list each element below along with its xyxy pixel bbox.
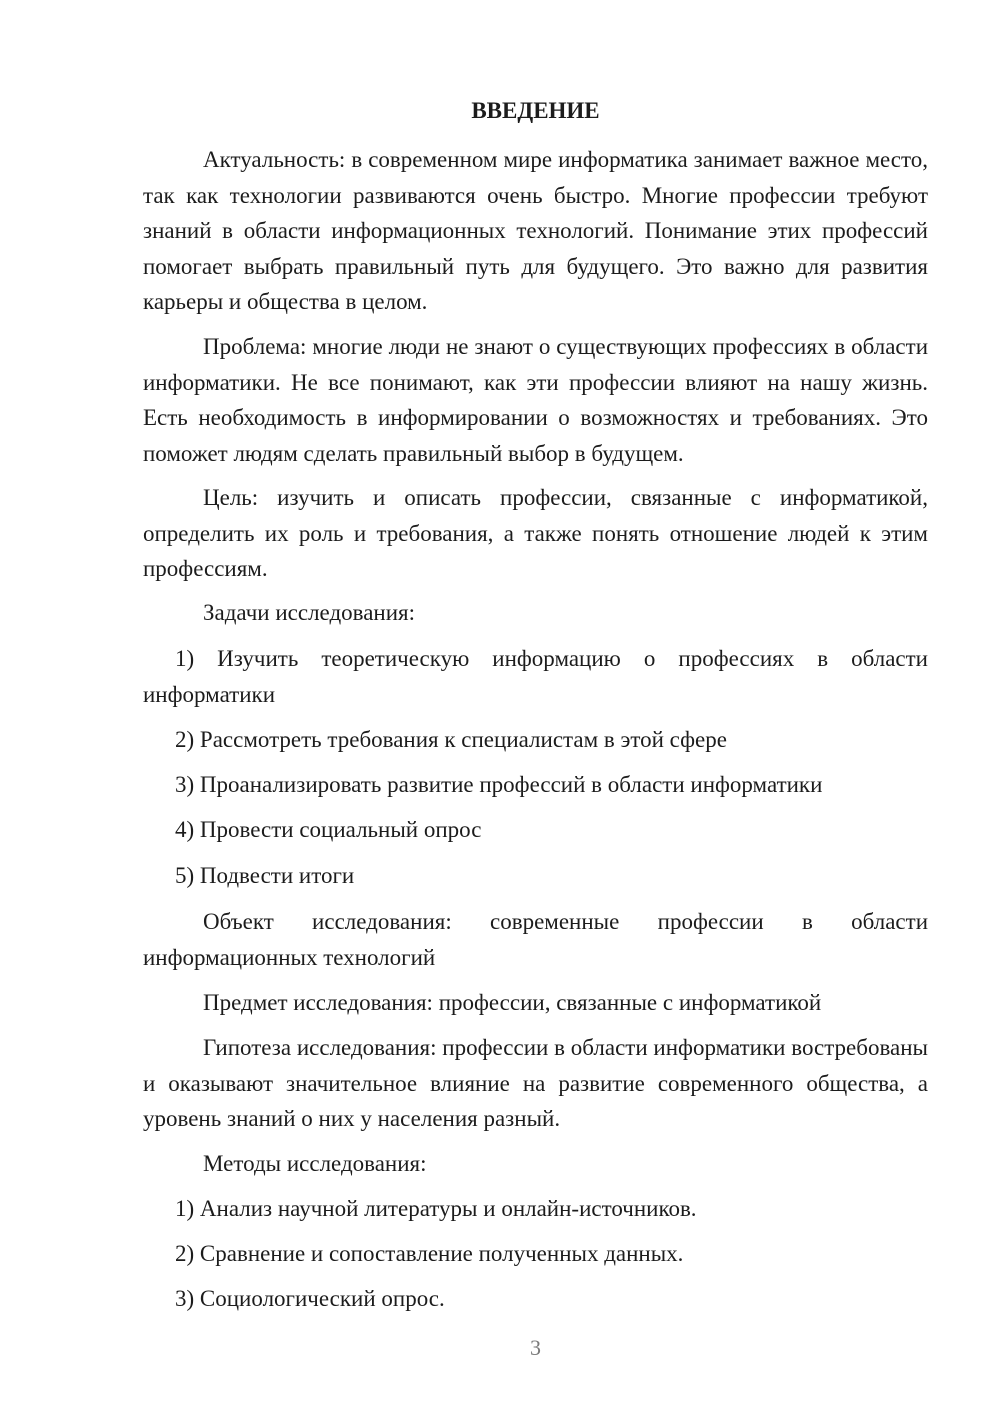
document-page [143,0,928,1414]
object-paragraph: Объект исследования: современные профессии в области информационных технологий [143,909,928,970]
method-item: 1) Анализ научной литературы и онлайн-источников. [175,1196,697,1221]
hypothesis-paragraph: Гипотеза исследования: профессии в области информатики востребованы и оказывают значительное влияние на развитие современного общества, а уровень знаний о них у населения разный. [143,1035,928,1131]
method-item: 3) Социологический опрос. [175,1286,445,1311]
page-number: 3 [530,1335,541,1360]
subject-paragraph: Предмет исследования: профессии, связанные с информатикой [203,990,822,1015]
task-item: 3) Проанализировать развитие профессий в области информатики [175,772,823,797]
task-item: 5) Подвести итоги [175,863,355,888]
task-item: 2) Рассмотреть требования к специалистам в этой сфере [175,727,727,752]
tasks-heading: Задачи исследования: [203,600,416,625]
page-title: ВВЕДЕНИЕ [471,98,600,123]
goal-paragraph: Цель: изучить и описать профессии, связанные с информатикой, определить их роль и требования, а также понять отношение людей к этим профессиям. [143,485,928,581]
task-item: 4) Провести социальный опрос [175,817,482,842]
methods-heading: Методы исследования: [203,1151,427,1176]
method-item: 2) Сравнение и сопоставление полученных данных. [175,1241,684,1266]
problem-paragraph: Проблема: многие люди не знают о существующих профессиях в области информатики. Не все понимают, как эти профессии влияют на нашу жизнь. Есть необходимость в информировании о возможностях и требованиях. Это поможет людям сделать правильный выбор в будущем. [143,334,928,466]
relevance-paragraph: Актуальность: в современном мире информатика занимает важное место, так как технологии развиваются очень быстро. Многие профессии требуют знаний в области информационных технологий. Понимание этих профессий помогает выбрать правильный путь для будущего. Это важно для развития карьеры и общества в целом. [143,147,928,314]
task-item: 1) Изучить теоретическую информацию о профессиях в области информатики [143,646,928,707]
